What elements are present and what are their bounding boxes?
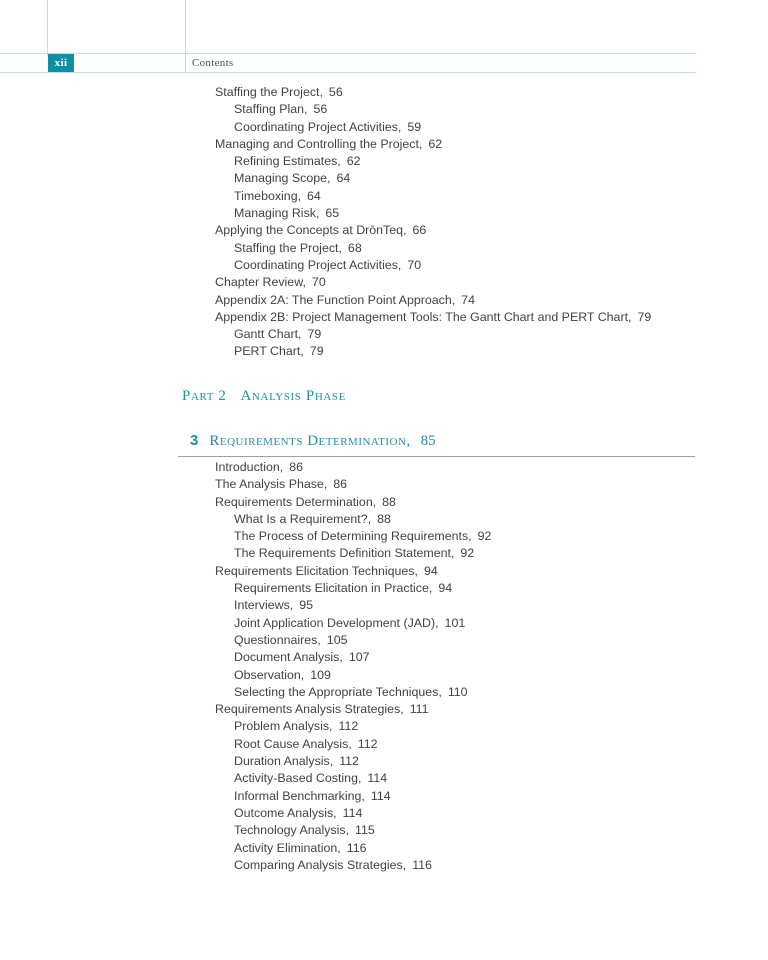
part-title: Analysis Phase (240, 388, 346, 404)
toc-entry[interactable] (0, 580, 768, 597)
toc-entry[interactable] (0, 459, 768, 476)
toc-entry[interactable] (0, 840, 768, 857)
toc-entry-title: Managing Risk, (234, 206, 320, 221)
toc-entry-title: Staffing the Project, (215, 85, 323, 99)
toc-entry[interactable] (0, 632, 768, 649)
toc-entry-page: 79 (637, 309, 652, 324)
toc-entry[interactable] (0, 788, 768, 805)
toc-entry[interactable] (0, 718, 768, 735)
toc-entry-page: 94 (423, 563, 438, 578)
toc-entry-title: Informal Benchmarking, (234, 788, 365, 803)
running-head: Contents (192, 57, 234, 69)
chapter-number: 3 (190, 432, 199, 449)
toc-continued-list (0, 84, 768, 361)
toc-entry-page: 56 (313, 102, 328, 117)
toc-entry-page: 92 (460, 546, 475, 561)
toc-entry[interactable] (0, 205, 768, 222)
toc-entry-page: 86 (333, 477, 348, 492)
header-rule-bottom (0, 72, 696, 73)
toc-entry-page: 68 (347, 240, 362, 255)
toc-entry-title: Technology Analysis, (234, 823, 350, 838)
toc-entry[interactable] (0, 222, 768, 239)
toc-entry-title: Root Cause Analysis, (234, 736, 352, 751)
toc-entry-title: Refining Estimates, (234, 154, 341, 169)
toc-entry-title: Staffing Plan, (234, 102, 308, 117)
toc-entry-title: Staffing the Project, (234, 240, 342, 255)
toc-entry[interactable] (0, 770, 768, 787)
toc-entry-page: 94 (438, 581, 453, 596)
toc-entry[interactable] (0, 649, 768, 666)
chapter-page-number: 85 (420, 433, 436, 449)
toc-entry[interactable] (0, 753, 768, 770)
toc-entry[interactable] (0, 274, 768, 291)
toc-entry-title: Appendix 2A: The Function Point Approach, (215, 292, 456, 307)
toc-entry-page: 109 (310, 667, 331, 682)
toc-entry-title: PERT Chart, (234, 344, 304, 359)
chapter-toc-list (0, 459, 768, 874)
toc-entry-title: The Requirements Definition Statement, (234, 546, 455, 561)
toc-entry-page: 116 (346, 840, 367, 855)
toc-entry[interactable] (0, 684, 768, 701)
toc-entry-page: 65 (325, 206, 340, 221)
toc-entry-page: 107 (348, 650, 370, 665)
toc-entry-title: Problem Analysis, (234, 719, 333, 734)
part-heading (182, 388, 346, 405)
toc-entry[interactable] (0, 343, 768, 360)
toc-entry-title: Selecting the Appropriate Techniques, (234, 684, 442, 699)
toc-entry[interactable] (0, 736, 768, 753)
toc-entry-title: Observation, (234, 667, 305, 682)
toc-entry-page: 70 (311, 275, 326, 290)
toc-entry-page: 92 (477, 529, 492, 544)
toc-entry[interactable] (0, 292, 768, 309)
toc-entry[interactable] (0, 84, 768, 101)
header-rule-top (0, 53, 696, 54)
toc-entry-page: 101 (444, 615, 466, 630)
toc-entry[interactable] (0, 170, 768, 187)
toc-entry-title: What Is a Requirement?, (234, 511, 372, 526)
toc-entry-title: Gantt Chart, (234, 327, 302, 342)
toc-entry[interactable] (0, 857, 768, 874)
toc-entry-page: 111 (409, 702, 429, 717)
toc-entry-page: 105 (326, 632, 348, 647)
toc-entry-page: 74 (461, 292, 475, 307)
toc-entry-page: 88 (377, 511, 391, 526)
toc-entry-title: Coordinating Project Activities, (234, 119, 402, 134)
toc-entry-page: 112 (339, 754, 359, 769)
toc-entry[interactable] (0, 101, 768, 118)
header-vertical-rule-left (47, 0, 48, 56)
toc-entry[interactable] (0, 257, 768, 274)
toc-entry-page: 70 (407, 257, 422, 272)
toc-entry-title: Introduction, (215, 460, 284, 474)
chapter-heading (190, 432, 436, 450)
toc-entry[interactable] (0, 805, 768, 822)
toc-entry-page: 114 (342, 805, 363, 820)
toc-entry-title: The Analysis Phase, (215, 477, 328, 492)
toc-entry-title: Managing and Controlling the Project, (215, 136, 423, 151)
toc-entry-title: Requirements Analysis Strategies, (215, 702, 404, 717)
toc-entry-page: 66 (412, 223, 427, 238)
toc-entry-page: 110 (447, 684, 468, 699)
toc-entry[interactable] (0, 326, 768, 343)
toc-entry-title: Timeboxing, (234, 188, 302, 203)
toc-entry-title: Requirements Elicitation Techniques, (215, 563, 418, 578)
toc-entry[interactable] (0, 119, 768, 136)
toc-entry-page: 79 (309, 344, 324, 359)
toc-entry-page: 59 (407, 119, 422, 134)
toc-entry[interactable] (0, 309, 768, 326)
toc-entry-page: 112 (338, 719, 359, 734)
toc-entry-page: 62 (428, 136, 443, 151)
toc-entry-title: Duration Analysis, (234, 754, 334, 769)
page-number-badge: xii (48, 54, 74, 72)
toc-entry-page: 56 (328, 85, 343, 99)
toc-entry-title: Outcome Analysis, (234, 805, 337, 820)
toc-entry-page: 114 (370, 788, 391, 803)
toc-entry-page: 116 (412, 857, 432, 872)
toc-entry[interactable] (0, 188, 768, 205)
toc-entry-title: Joint Application Development (JAD), (234, 615, 439, 630)
toc-entry[interactable] (0, 667, 768, 684)
toc-entry-title: Chapter Review, (215, 275, 306, 290)
toc-entry[interactable] (0, 597, 768, 614)
toc-entry-title: Coordinating Project Activities, (234, 257, 402, 272)
toc-entry-title: Requirements Determination, (215, 494, 377, 509)
toc-entry-title: Activity-Based Costing, (234, 771, 362, 786)
toc-entry[interactable] (0, 476, 768, 493)
toc-entry[interactable] (0, 563, 768, 580)
toc-entry-title: Questionnaires, (234, 632, 321, 647)
toc-entry-title: Activity Elimination, (234, 840, 341, 855)
toc-entry-title: Requirements Elicitation in Practice, (234, 581, 433, 596)
chapter-heading-rule (178, 456, 695, 457)
toc-entry[interactable] (0, 822, 768, 839)
toc-entry[interactable] (0, 701, 768, 718)
toc-entry-title: The Process of Determining Requirements, (234, 529, 472, 544)
toc-entry[interactable] (0, 153, 768, 170)
toc-entry-title: Comparing Analysis Strategies, (234, 857, 407, 872)
toc-entry-page: 86 (289, 460, 303, 474)
toc-entry-page: 112 (357, 736, 378, 751)
toc-entry-page: 62 (346, 154, 361, 169)
toc-entry-title: Applying the Concepts at DrōnTeq, (215, 223, 407, 238)
toc-entry[interactable] (0, 136, 768, 153)
toc-entry[interactable] (0, 545, 768, 562)
toc-entry-page: 79 (307, 327, 322, 342)
part-label: Part 2 (182, 388, 227, 404)
toc-entry[interactable] (0, 240, 768, 257)
toc-entry-title: Document Analysis, (234, 650, 343, 665)
toc-entry-title: Interviews, (234, 598, 294, 613)
toc-entry-page: 88 (382, 494, 396, 509)
toc-entry[interactable] (0, 528, 768, 545)
toc-entry-page: 114 (367, 771, 388, 786)
toc-entry[interactable] (0, 494, 768, 511)
toc-entry-title: Appendix 2B: Project Management Tools: The Gantt Chart and PERT Chart, (215, 309, 632, 324)
toc-entry-page: 95 (299, 598, 314, 613)
toc-entry-page: 115 (355, 823, 375, 838)
toc-entry-page: 64 (336, 171, 351, 186)
header-vertical-rule-mid (185, 0, 186, 72)
chapter-title: Requirements Determination, (209, 433, 411, 449)
toc-entry[interactable] (0, 511, 768, 528)
toc-entry[interactable] (0, 615, 768, 632)
toc-entry-page: 64 (307, 188, 321, 203)
toc-entry-title: Managing Scope, (234, 171, 331, 186)
